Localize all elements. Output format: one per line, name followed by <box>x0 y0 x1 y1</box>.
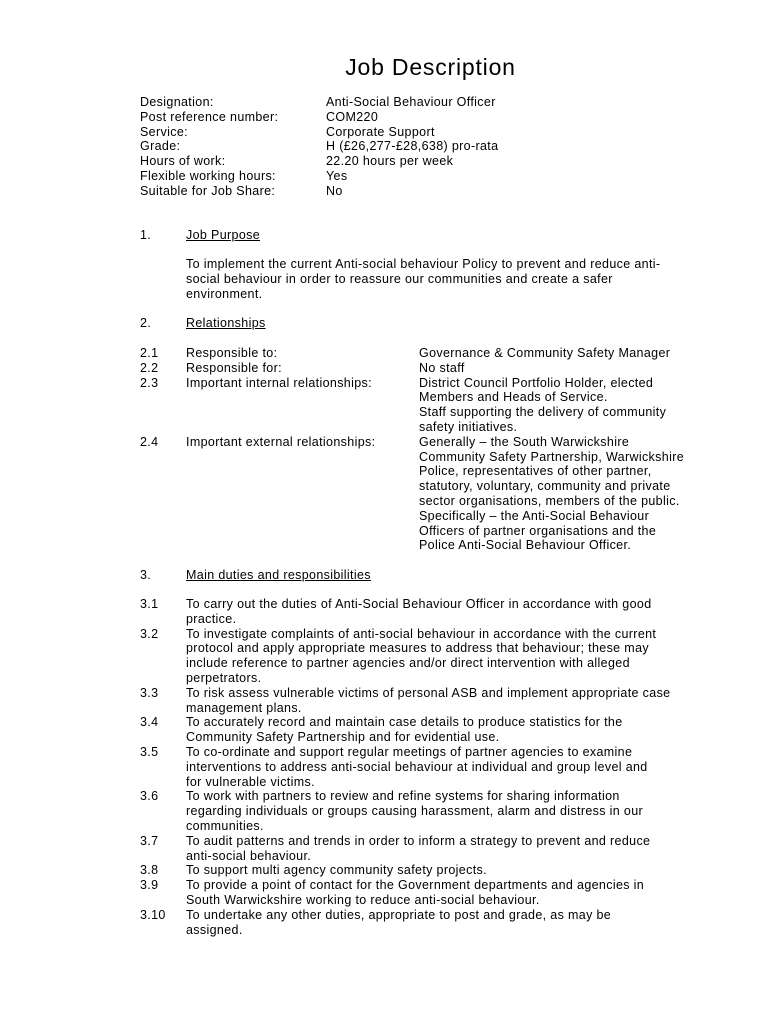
relationship-label: Responsible for: <box>186 360 282 375</box>
page-title: Job Description <box>345 54 516 80</box>
relationship-label: Important internal relationships: <box>186 375 372 390</box>
duty-text: practice. <box>186 611 237 626</box>
duty-text: To undertake any other duties, appropriate to post and grade, as may be <box>186 907 612 922</box>
relationship-value: District Council Portfolio Holder, elected <box>419 375 654 390</box>
duty-text: To accurately record and maintain case details to produce statistics for the <box>186 715 623 730</box>
section-number: 1. <box>140 228 152 242</box>
section-heading: Job Purpose <box>186 228 261 242</box>
detail-label: Hours of work: <box>140 154 226 169</box>
paragraph-line: To implement the current Anti-social behaviour Policy to prevent and reduce anti- <box>186 257 661 271</box>
duty-text: South Warwickshire working to reduce anti-social behaviour. <box>186 893 540 907</box>
duty-number: 3.10 <box>140 907 166 922</box>
relationship-number: 2.2 <box>140 360 159 375</box>
detail-value: 22.20 hours per week <box>326 154 454 169</box>
duty-text: regarding individuals or groups causing harassment, alarm and distress in our <box>186 804 644 819</box>
detail-label: Post reference number: <box>140 109 279 124</box>
duty-text: To provide a point of contact for the Government departments and agencies in <box>186 878 645 893</box>
duty-number: 3.2 <box>140 626 159 641</box>
paragraph-line: environment. <box>186 286 263 301</box>
detail-label: Service: <box>140 124 188 139</box>
duty-number: 3.8 <box>140 863 159 878</box>
relationship-value: Staff supporting the delivery of community <box>419 405 667 420</box>
section-heading: Relationships <box>186 316 266 330</box>
duty-text: interventions to address anti-social behaviour at individual and group level and <box>186 759 648 774</box>
duty-text: perpetrators. <box>186 671 262 685</box>
detail-value: Anti-Social Behaviour Officer <box>326 95 496 109</box>
relationship-label: Important external relationships: <box>186 434 376 449</box>
duty-text: To co-ordinate and support regular meetings of partner agencies to examine <box>186 745 633 759</box>
relationship-value: Police, representatives of other partner, <box>419 464 652 479</box>
section-number: 2. <box>140 316 152 330</box>
relationship-value: Specifically – the Anti-Social Behaviour <box>419 508 650 523</box>
detail-label: Grade: <box>140 139 181 154</box>
relationship-value: Officers of partner organisations and the <box>419 523 657 538</box>
detail-label: Suitable for Job Share: <box>140 183 276 198</box>
relationship-value: safety initiatives. <box>419 420 518 434</box>
duty-number: 3.4 <box>140 715 159 730</box>
duty-text: protocol and apply appropriate measures to address that behaviour; these may <box>186 641 649 656</box>
duty-text: assigned. <box>186 922 243 937</box>
duty-number: 3.1 <box>140 597 159 611</box>
duty-text: To carry out the duties of Anti-Social Behaviour Officer in accordance with good <box>186 597 652 611</box>
duty-text: for vulnerable victims. <box>186 774 315 789</box>
paragraph-line: social behaviour in order to reassure our communities and create a safer <box>186 271 613 286</box>
detail-value: COM220 <box>326 109 379 124</box>
detail-value: Corporate Support <box>326 124 435 139</box>
duty-number: 3.6 <box>140 789 159 804</box>
relationship-value: Governance & Community Safety Manager <box>419 346 671 360</box>
relationship-value: Community Safety Partnership, Warwickshire <box>419 449 685 464</box>
relationship-value: statutory, voluntary, community and private <box>419 479 671 494</box>
relationship-number: 2.3 <box>140 375 159 390</box>
relationship-value: Police Anti-Social Behaviour Officer. <box>419 538 632 553</box>
duty-number: 3.3 <box>140 685 159 700</box>
section-heading: Main duties and responsibilities <box>186 568 371 582</box>
detail-label: Flexible working hours: <box>140 169 276 183</box>
duty-text: include reference to partner agencies and/or direct intervention with alleged <box>186 656 630 671</box>
duty-number: 3.5 <box>140 745 159 759</box>
relationship-label: Responsible to: <box>186 346 278 360</box>
relationship-value: Members and Heads of Service. <box>419 390 608 405</box>
relationship-value: Generally – the South Warwickshire <box>419 434 630 449</box>
detail-value: Yes <box>326 169 348 183</box>
duty-text: anti-social behaviour. <box>186 848 312 863</box>
section-number: 3. <box>140 568 152 582</box>
duty-text: To audit patterns and trends in order to inform a strategy to prevent and reduce <box>186 833 651 848</box>
relationship-number: 2.4 <box>140 434 159 449</box>
duty-text: management plans. <box>186 700 302 715</box>
duty-text: To risk assess vulnerable victims of personal ASB and implement appropriate case <box>186 685 671 700</box>
relationship-number: 2.1 <box>140 346 159 360</box>
detail-value: H (£26,277-£28,638) pro-rata <box>326 139 499 154</box>
duty-number: 3.9 <box>140 878 159 893</box>
duty-text: To investigate complaints of anti-social behaviour in accordance with the current <box>186 626 657 641</box>
duty-text: Community Safety Partnership and for evidential use. <box>186 730 500 745</box>
duty-text: communities. <box>186 819 264 833</box>
relationship-value: sector organisations, members of the public. <box>419 494 680 508</box>
duty-number: 3.7 <box>140 833 159 848</box>
duty-text: To work with partners to review and refine systems for sharing information <box>186 789 620 804</box>
detail-value: No <box>326 183 343 198</box>
duty-text: To support multi agency community safety projects. <box>186 863 487 878</box>
detail-label: Designation: <box>140 95 214 109</box>
relationship-value: No staff <box>419 360 465 375</box>
